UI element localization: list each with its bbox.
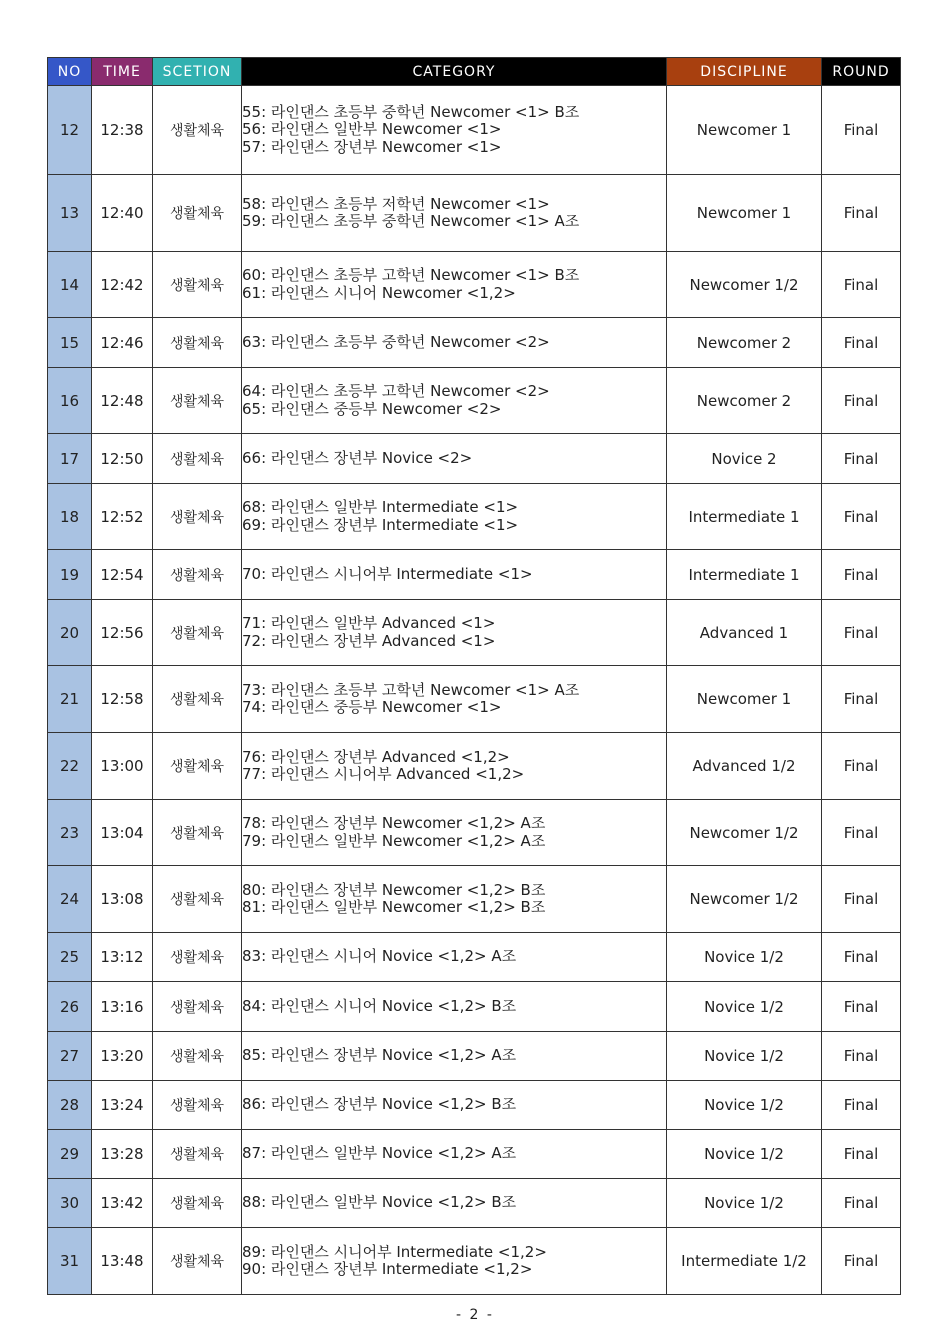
table-header-row [48, 58, 901, 86]
row-time: 12:40 [92, 175, 153, 252]
schedule-table [47, 57, 901, 1295]
category-line: 77: 라인댄스 시니어부 Advanced <1,2> [242, 766, 525, 783]
row-time: 13:20 [92, 1032, 153, 1081]
row-section: 생활체육 [153, 434, 242, 484]
row-section: 생활체육 [153, 600, 242, 666]
row-time: 13:42 [92, 1179, 153, 1228]
row-section: 생활체육 [153, 1228, 242, 1295]
category-line: 88: 라인댄스 일반부 Novice <1,2> B조 [242, 1194, 517, 1212]
table-row [48, 866, 901, 933]
row-number: 15 [48, 318, 92, 368]
table-row [48, 733, 901, 800]
header-section: SCETION [153, 58, 242, 86]
row-discipline: Novice 1/2 [667, 933, 822, 982]
table-row [48, 800, 901, 866]
row-section: 생활체육 [153, 1130, 242, 1179]
row-number: 27 [48, 1032, 92, 1081]
row-number: 19 [48, 550, 92, 600]
table-row [48, 1130, 901, 1179]
row-section: 생활체육 [153, 86, 242, 175]
row-category [242, 1032, 667, 1081]
row-section: 생활체육 [153, 550, 242, 600]
row-number: 29 [48, 1130, 92, 1179]
row-discipline: Newcomer 1/2 [667, 252, 822, 318]
row-discipline: Newcomer 1 [667, 666, 822, 733]
row-number: 28 [48, 1081, 92, 1130]
table-row [48, 1081, 901, 1130]
row-round: Final [822, 982, 901, 1032]
row-discipline: Intermediate 1 [667, 550, 822, 600]
table-row [48, 318, 901, 368]
row-round: Final [822, 1228, 901, 1295]
row-time: 13:12 [92, 933, 153, 982]
table-row [48, 600, 901, 666]
row-discipline: Novice 1/2 [667, 1032, 822, 1081]
row-section: 생활체육 [153, 933, 242, 982]
row-section: 생활체육 [153, 368, 242, 434]
row-time: 13:48 [92, 1228, 153, 1295]
row-discipline: Newcomer 1 [667, 175, 822, 252]
row-round: Final [822, 666, 901, 733]
category-line: 64: 라인댄스 초등부 고학년 Newcomer <2> [242, 383, 550, 400]
row-number: 13 [48, 175, 92, 252]
row-section: 생활체육 [153, 1081, 242, 1130]
table-row [48, 434, 901, 484]
category-line: 80: 라인댄스 장년부 Newcomer <1,2> B조 [242, 881, 546, 899]
row-category [242, 86, 667, 175]
row-round: Final [822, 318, 901, 368]
row-section: 생활체육 [153, 175, 242, 252]
row-section: 생활체육 [153, 1179, 242, 1228]
category-line: 73: 라인댄스 초등부 고학년 Newcomer <1> A조 [242, 681, 580, 699]
row-round: Final [822, 86, 901, 175]
row-discipline: Novice 1/2 [667, 1179, 822, 1228]
table-row [48, 1179, 901, 1228]
row-round: Final [822, 800, 901, 866]
row-category [242, 175, 667, 252]
header-round: ROUND [822, 58, 901, 86]
table-row [48, 666, 901, 733]
table-row [48, 484, 901, 550]
header-time: TIME [92, 58, 153, 86]
row-time: 12:58 [92, 666, 153, 733]
row-time: 12:38 [92, 86, 153, 175]
row-number: 12 [48, 86, 92, 175]
row-category [242, 733, 667, 800]
row-section: 생활체육 [153, 866, 242, 933]
category-line: 71: 라인댄스 일반부 Advanced <1> [242, 615, 496, 632]
row-discipline: Newcomer 2 [667, 318, 822, 368]
table-row [48, 1228, 901, 1295]
row-section: 생활체육 [153, 800, 242, 866]
row-round: Final [822, 434, 901, 484]
row-round: Final [822, 600, 901, 666]
category-line: 69: 라인댄스 장년부 Intermediate <1> [242, 516, 519, 534]
row-number: 16 [48, 368, 92, 434]
row-time: 12:52 [92, 484, 153, 550]
row-time: 13:00 [92, 733, 153, 800]
category-line: 74: 라인댄스 중등부 Newcomer <1> [242, 699, 502, 716]
row-round: Final [822, 1130, 901, 1179]
row-category [242, 666, 667, 733]
row-round: Final [822, 550, 901, 600]
row-number: 26 [48, 982, 92, 1032]
header-discipline: DISCIPLINE [667, 58, 822, 86]
category-line: 90: 라인댄스 장년부 Intermediate <1,2> [242, 1261, 533, 1278]
category-line: 56: 라인댄스 일반부 Newcomer <1> [242, 121, 502, 139]
row-round: Final [822, 368, 901, 434]
table-row [48, 368, 901, 434]
row-number: 22 [48, 733, 92, 800]
row-time: 13:24 [92, 1081, 153, 1130]
category-line: 76: 라인댄스 장년부 Advanced <1,2> [242, 748, 510, 766]
row-round: Final [822, 1081, 901, 1130]
row-round: Final [822, 252, 901, 318]
row-time: 12:56 [92, 600, 153, 666]
category-line: 57: 라인댄스 장년부 Newcomer <1> [242, 138, 502, 156]
row-category [242, 434, 667, 484]
row-category [242, 1228, 667, 1295]
row-discipline: Intermediate 1 [667, 484, 822, 550]
category-line: 59: 라인댄스 초등부 중학년 Newcomer <1> A조 [242, 213, 580, 230]
row-time: 13:16 [92, 982, 153, 1032]
row-number: 14 [48, 252, 92, 318]
row-round: Final [822, 175, 901, 252]
row-discipline: Novice 1/2 [667, 982, 822, 1032]
row-discipline: Novice 1/2 [667, 1130, 822, 1179]
row-round: Final [822, 484, 901, 550]
table-row [48, 175, 901, 252]
category-line: 78: 라인댄스 장년부 Newcomer <1,2> A조 [242, 815, 546, 832]
row-number: 23 [48, 800, 92, 866]
category-line: 81: 라인댄스 일반부 Newcomer <1,2> B조 [242, 899, 546, 916]
row-number: 24 [48, 866, 92, 933]
row-time: 12:54 [92, 550, 153, 600]
table-row [48, 252, 901, 318]
category-line: 87: 라인댄스 일반부 Novice <1,2> A조 [242, 1145, 517, 1163]
category-line: 61: 라인댄스 시니어 Newcomer <1,2> [242, 284, 516, 302]
category-line: 79: 라인댄스 일반부 Newcomer <1,2> A조 [242, 832, 546, 850]
row-discipline: Advanced 1 [667, 600, 822, 666]
category-line: 55: 라인댄스 초등부 중학년 Newcomer <1> B조 [242, 103, 580, 121]
row-category [242, 933, 667, 982]
row-discipline: Novice 1/2 [667, 1081, 822, 1130]
category-line: 58: 라인댄스 초등부 저학년 Newcomer <1> [242, 195, 550, 213]
row-discipline: Newcomer 1/2 [667, 866, 822, 933]
row-time: 13:28 [92, 1130, 153, 1179]
row-time: 12:46 [92, 318, 153, 368]
row-category [242, 866, 667, 933]
table-row [48, 1032, 901, 1081]
category-line: 66: 라인댄스 장년부 Novice <2> [242, 449, 473, 467]
row-category [242, 1130, 667, 1179]
row-section: 생활체육 [153, 733, 242, 800]
row-round: Final [822, 733, 901, 800]
row-section: 생활체육 [153, 1032, 242, 1081]
category-line: 68: 라인댄스 일반부 Intermediate <1> [242, 499, 519, 516]
row-section: 생활체육 [153, 982, 242, 1032]
page-number: - 2 - [456, 1307, 494, 1323]
row-discipline: Newcomer 2 [667, 368, 822, 434]
row-number: 31 [48, 1228, 92, 1295]
row-category [242, 600, 667, 666]
row-section: 생활체육 [153, 252, 242, 318]
row-number: 21 [48, 666, 92, 733]
row-time: 12:48 [92, 368, 153, 434]
row-number: 20 [48, 600, 92, 666]
row-time: 12:50 [92, 434, 153, 484]
row-category [242, 1179, 667, 1228]
table-row [48, 86, 901, 175]
row-category [242, 550, 667, 600]
row-section: 생활체육 [153, 318, 242, 368]
row-category [242, 368, 667, 434]
category-line: 85: 라인댄스 장년부 Novice <1,2> A조 [242, 1047, 517, 1065]
category-line: 70: 라인댄스 시니어부 Intermediate <1> [242, 565, 533, 583]
row-time: 12:42 [92, 252, 153, 318]
category-line: 65: 라인댄스 중등부 Newcomer <2> [242, 400, 502, 418]
row-discipline: Novice 2 [667, 434, 822, 484]
table-row [48, 550, 901, 600]
row-round: Final [822, 1032, 901, 1081]
row-category [242, 800, 667, 866]
category-line: 89: 라인댄스 시니어부 Intermediate <1,2> [242, 1243, 547, 1261]
row-category [242, 252, 667, 318]
row-discipline: Newcomer 1 [667, 86, 822, 175]
row-round: Final [822, 933, 901, 982]
table-row [48, 982, 901, 1032]
row-section: 생활체육 [153, 666, 242, 733]
row-round: Final [822, 1179, 901, 1228]
row-discipline: Advanced 1/2 [667, 733, 822, 800]
header-no: NO [48, 58, 92, 86]
category-line: 84: 라인댄스 시니어 Novice <1,2> B조 [242, 997, 517, 1015]
table-row [48, 933, 901, 982]
category-line: 83: 라인댄스 시니어 Novice <1,2> A조 [242, 948, 517, 966]
category-line: 60: 라인댄스 초등부 고학년 Newcomer <1> B조 [242, 267, 580, 284]
category-line: 86: 라인댄스 장년부 Novice <1,2> B조 [242, 1096, 517, 1114]
row-discipline: Newcomer 1/2 [667, 800, 822, 866]
row-time: 13:04 [92, 800, 153, 866]
row-category [242, 982, 667, 1032]
row-number: 25 [48, 933, 92, 982]
row-number: 30 [48, 1179, 92, 1228]
row-category [242, 318, 667, 368]
row-number: 17 [48, 434, 92, 484]
row-round: Final [822, 866, 901, 933]
category-line: 63: 라인댄스 초등부 중학년 Newcomer <2> [242, 333, 550, 351]
row-time: 13:08 [92, 866, 153, 933]
category-line: 72: 라인댄스 장년부 Advanced <1> [242, 632, 496, 650]
row-category [242, 1081, 667, 1130]
row-number: 18 [48, 484, 92, 550]
row-discipline: Intermediate 1/2 [667, 1228, 822, 1295]
row-section: 생활체육 [153, 484, 242, 550]
row-category [242, 484, 667, 550]
header-category: CATEGORY [242, 58, 667, 86]
